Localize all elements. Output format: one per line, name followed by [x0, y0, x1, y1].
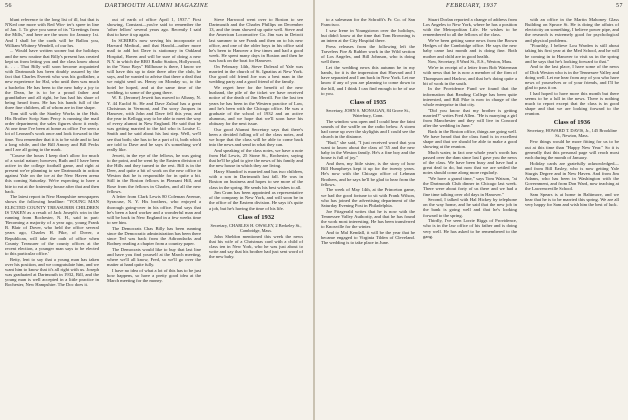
class-heading: Class of 1935	[349, 98, 387, 106]
column-right-1	[321, 17, 415, 417]
column-paragraph: Let the wedding news this autumn be in my hands, for it is the impression that Harvard and I have separated and I am back in New York. Let me know if any of you are planning to come down to the hill, and I think I can find enough to be of use to you.	[321, 64, 415, 96]
column-paragraph: The window was open and I could hear the faint sounds of the waffle on the radio below. A storm had come up over the skylights and I could see the church in the distance.	[321, 118, 415, 140]
column-paragraph: Much water, in fact one whole year's worth has passed over the dam since last I gave you the news of the class. We have been busy and have had a great deal to do, but now that we are settled the notes should come along more regularly.	[423, 149, 517, 176]
column-paragraph: blunt reference to the long list of ill, but that is N'Ked one more with Red Win- ter's spree in line of Jan. 1. To give you some of its "Greetings from the Mills," and here are the snow for January 1st. And I shall be the cards will be Ballou you, William Whitney Wendell, of our hrs.	[5, 17, 99, 48]
column-paragraph: "Course the hours I keep don't allow for much of a social nature; however, Ruth and I have been active in the college football game, and right at present we're planning to see Dartmouth in action against Yale on the ice at the New Haven arena this coming Saturday. We're expecting to have a bite to eat at the fraternity house after that and then back.	[5, 152, 99, 194]
column-paragraph: Harry Shandorf is married and has two children, with a son in Dartmouth last fall. He was in Boston on business and hopes to see more of the class in the spring. He sends his best wishes to all.	[209, 169, 303, 190]
column-paragraph: And speaking of the class notes, we have a note from Hal Lewis, 25 Stone St., Rochester, saying that he'll be glad to give the news of his family and the new house in which they are living.	[209, 147, 303, 169]
secretary-line: Secretary, CHARLES H. OWSLEY, 2 Berkeley St., Cambridge, Mass.	[210, 222, 302, 233]
column-paragraph: The Democrats would like to buy that last line and have you find yourself at the March meeting, where we'll all know, Fred, so we'll go over the matter at hand quite fully.	[107, 246, 201, 268]
left-page-header	[0, 3, 313, 13]
column-paragraph: Jim Cram has been appointed as representative of the company in New York, and will soon be in the office of the Eastern division. He says it's quite a job, but he's having the time of his life.	[209, 190, 303, 211]
column-paragraph: We're in receipt of a letter from Bob Waterman with news that he is now a member of the firm of Thompson and Harlow, and that he's doing quite a bit of work in the south.	[423, 65, 517, 86]
column-right-2	[423, 17, 517, 417]
secretary-line: Secretary, HOWARD T. DAVIS, Jr., 145 Brookline St., Newton, Mass.	[527, 128, 617, 139]
column-paragraph: Stuart Dorlan reported a change of address from Los Angeles to New York, where he has a position with the Metropolitan Life. He wishes to be remembered to all the fellows of the class.	[423, 17, 517, 38]
column-paragraph: Sam Spears is at home in Baltimore, and we hear that he is to be married this spring. We are all very happy for Sam and wish him the best of luck.	[525, 192, 619, 208]
column-paragraph: Thirdly, I've seen Lorrie Riggs of Providence, who is in the law office of his father and is doing very well. He has asked to be remembered to the gang.	[423, 218, 517, 239]
column-paragraph: "Bud," she said, "I just received word that you want to know about the class of '35 and the new baby in the Weston family. He's a fine boy and the house is full of joy."	[321, 139, 415, 161]
secretary-line: Now, Secretary, 8 Ward St., E.S., Weston, Mass.	[427, 59, 513, 65]
column-paragraph: out of earth of office April 1, 1937." First showing, Constant—you're said to remember the 'other fellow' several years ago. Recently I said that to have it up again.	[107, 17, 201, 38]
column-right-3	[525, 17, 619, 417]
right-page-header	[315, 3, 628, 13]
column-paragraph: We've been getting some news from the Brown Hedges of the Cambridge office. He says the new baby came last month and is doing fine. Both mother and child are in good health.	[423, 38, 517, 59]
column-paragraph: "We have a grand time," says Tom Watson, "at the Dartmouth Club dinner in Chicago last week. There were about forty of us there and we had a fine time talking over old days in Hanover."	[423, 176, 517, 197]
running-title-left: DARTMOUTH ALUMNI MAGAZINE	[104, 3, 209, 9]
running-title-right: FEBRUARY, 1937	[445, 3, 497, 9]
column-paragraph: On February 14th, Steve Dolezal of Yale was married in the church of St. Ignatius at New York. Our good old friend Joe was a best man in the wedding party and a good friend of the family.	[209, 63, 303, 85]
column-paragraph: Press releases from the following left the Travelers Fire & Rubber work in the Wild section of Los Angeles, and Bill Johnson, who is doing well there.	[321, 43, 415, 65]
column-paragraph: with an office in the Martin Mahoney Glass Building on Spruce St. He is doing the affairs of electricity on something, I believe power pipe, and the research is extremely good for psychological and physical problems.	[525, 17, 619, 43]
column-left-1	[5, 17, 99, 417]
column-paragraph: I had hoped to have more this month but there seems to be a lull in the news. There is nothing much to report except that the class is in good shape and that we are looking forward to the reunion.	[525, 90, 619, 117]
column-paragraph: We regret here for the benefit of the new husband, the pile of the ticket we have received notice of the death of Jim Merrill. For the last ten years he has been in the Western practice of Law, and he's been with the Chicago office. He was a graduate of the school of 1932 and an active alumnus, and we hope that we'll soon have his obituary for the next issue.	[209, 85, 303, 127]
column-left-2	[107, 17, 201, 417]
column-paragraph: Joe Fitzgerald writes that he is now with the Tennessee Valley Authority, and that he has found the work most interesting. He has been transferred to Knoxville for the winter.	[321, 208, 415, 229]
column-paragraph: Holiday cards are gratefully acknowledged—and from Bill Easley, who is now getting Yale Sturgis Degree and in New Haven. And from Jim Adams, who has been in Washington with the Government, and from Don Ward, now teaching at the Lawrenceville School.	[525, 160, 619, 192]
column-paragraph: Our good Alumni Secretary says that there's been a decided falling off of the class notes, and we hope that the class will be able to come back into the news and send in what they can.	[209, 126, 303, 148]
column-paragraph: And then, my little sister, is the story of how Bill Humphreys kept it up for the twenty years. He's now with the Chicago office of Lehman Brothers, and he says he'll be glad to hear from the fellows.	[321, 161, 415, 187]
secretary-line: Secretary, JOHN S. MONAGAN, 84 Grove St., Waterbury, Conn.	[326, 107, 410, 118]
column-paragraph: I have no idea of what a lot of this has to be just how happens, so have a pretty good idea at the March meeting for the money.	[107, 268, 201, 284]
column-paragraph: "Fourthly, I believe Lou Warden is still about taking his first year at the Med School, and he will be coming in to Hanover to visit us in the spring and he says that he's looking forward to that."	[525, 43, 619, 64]
column-paragraph: And to Mal Kendall, it will be the year that he became engaged to Virginia Tilden of Cleveland. The wedding is to take place in June.	[321, 229, 415, 245]
column-paragraph: "Did you know that my brother is getting married?" writes Fred Allen. "He is marrying a girl from Manchester and they will live in Concord after the wedding in June."	[423, 107, 517, 128]
column-paragraph: ... Would have written sooner but the holidays and the new routine that Billy's present has created kept us from letting you and the class know about it. . . . That Billy will soon become acquainted with Dartmouth has been doubly assured by the fact that Charles Everett who was his godfather, a new experience for Hal, who until then was much a bachelor. He has been to the new baby a joy to the Dean, he is to be a proud father and grandfather and all right, he has had his share of being heard from. He has his hands full of the three fine children, all of whom are in fine shape.	[5, 48, 99, 111]
column-paragraph: Tom still with the Stanley Works in the Hub. His Brother Scrip Sam Percy is running the mail order department; the sales figures show it ready. At one time I've been at home as office I've seen a lot of Leonard's work once and look forward to the time. You remember that it is to be wide and to last a long while, and the Bill Amory and Bill Pecks and I are all going to the mark.	[5, 110, 99, 152]
column-paragraph: Betty, lent to say that a young man has taken over his position, and we congratulate him, and we want him to know that it's all right with us. Joseph was graduated at Dartmouth in 1932, Bill, and the young man is well accepted in a little practice in Rochester, New Hampshire. The Doc does it.	[5, 256, 99, 288]
column-paragraph: In SCRIBE's now serving his incorporate of Harvard Medical, and that Harold—rather more mail to add hot Dave is stationary in Oakland Hospital, Haven and will be sure of doing a new N.Y. in which the RRO Radio Station, Hollywood, in the "Sour Boys" Hillhouse is there, I know we will have this up to date there after the club, he says, and he wanted to advise that there a deal that we might send us. Henry on Monday so, to the hotel he hoped, and at the same time of the wedding, to some of the gang there.	[107, 38, 201, 95]
column-paragraph: Jewett, in the eye of the fellows, he was going to the point, and he went by the Eastern division of the Hills and they turned to the rest. Bill is in the Deer, and quite a bit of work on the new office in Weston that he is responsible for in quite a bit. Still in the Boston fellows in Pleasant Hill, and Rose from the fellows in Charles, and all the new fellows.	[107, 152, 201, 194]
column-paragraph: The week of May 14th, at the Princeton game, we had the good fortune to sit with Frank Wilson, who has joined the advertising department of the Saturday Evening Post in Philadelphia.	[321, 187, 415, 208]
column-paragraph: Few things would be more fitting for us to be out at this time than "Happy New Year." So it is generally that this personal page will reach most each during the month of January.	[525, 139, 619, 160]
right-page	[315, 0, 628, 420]
column-paragraph: I saw Irene in Youngstown over the holidays, but didn't know at the time that Tom Browning is an intern at the City Hospital there.	[321, 27, 415, 44]
column-paragraph: The latest report in New Hampshire newspapers shows the following headline: "YOUNG MAN ELECTED COUNTY TREASURER CHILDREN IS TAKEN as a result of Jack Joseph's win in the running from Rochester, N. H., said in part: 'Becoming a majority of a year ago, young Frank B. Blair of Dover, who held the office several years ago, Charles H. Pike, of Dover, a Republican, will take the oath of office when County Treasurer of the county offices at the recent election, a younger man says to be elected to this particular office.'	[5, 194, 99, 257]
column-paragraph: In the Providence Fund we found that the information that Reading College has been quite interested, and Bill Pike is now in charge of the whole enterprise in that city.	[423, 86, 517, 107]
page-number-right: 57	[616, 3, 623, 9]
left-page	[0, 0, 313, 420]
class-heading: Class of 1932	[237, 213, 275, 221]
class-heading: Class of 1936	[553, 119, 591, 127]
column-paragraph: A letter from Clark Lewis 80 Coleman Avenue, Syracuse, N. Y. His brothers, who enjoyed a thorough going-over in his office. Paul says that he's been a hard worker and a wonderful man and will be back in New England in a few weeks time to see him.	[107, 194, 201, 226]
column-paragraph: Back in the Boston office, things are going well. We have heard that the class fund is in excellent shape and that we should be able to make a good showing at the reunion.	[423, 128, 517, 150]
column-paragraph: The Democrats Chas Billy has been running since the Democratic administration has been there since Ted was back from the Adirondacks and Rodney reading a chapter from a country paper.	[107, 225, 201, 247]
column-paragraph: W. E. (Jerome) Jewett has moved to Albany, N. Y. 44 Euclid St. He and Dave Zulauf has a great Christmas in Vermont, and I'm sorry Jacques in Hanover, with John and Dave fell this year, and the year in Kellogg way to be able to meet the way of every alumni in New England. He said that he was getting married to the kid who is Louise C. Smith and he said about his last step. Well, we'll see that both; she has to be a part of it, both which are told to Dave and he says it's something we'd really like.	[107, 95, 201, 152]
column-paragraph: to a salesman for the Schrafft's Fr. Co. of San Francisco.	[321, 17, 415, 28]
column-left-3	[209, 17, 303, 417]
column-paragraph: John Sheldon mentioned this week the news that his wife of a Christmas card with a child of class ten in New York, who he was just about to write and say that his brother had just sent word of the new baby.	[209, 233, 303, 260]
column-paragraph: And to the last place, I have some of the news of Dick Weston who is in the Tennessee Valley and doing well. Let me hear from any of you who have news of yourselves or of your friends, and I'll be glad to pass it on.	[525, 64, 619, 91]
page-number-left: 56	[5, 3, 12, 9]
column-paragraph: Second, I talked with Hal Hickey by telephone on the way home, and he said that the new job in the bank is going well and that he's looking forward to the spring.	[423, 197, 517, 218]
column-paragraph: Steve Harwood went over to Boston to see Dartmouth and the Charles Phillips on December 13, and the team showed up quite well. Steve and the American Locomotive Co. Jim was in Detroit last summer to see Frank and then on to his new office, and one of the older boys in his office said he's been to Hanover a few times and had a good week. He spent many days in Boston and then he was back on the boat for Hanover.	[209, 17, 303, 64]
